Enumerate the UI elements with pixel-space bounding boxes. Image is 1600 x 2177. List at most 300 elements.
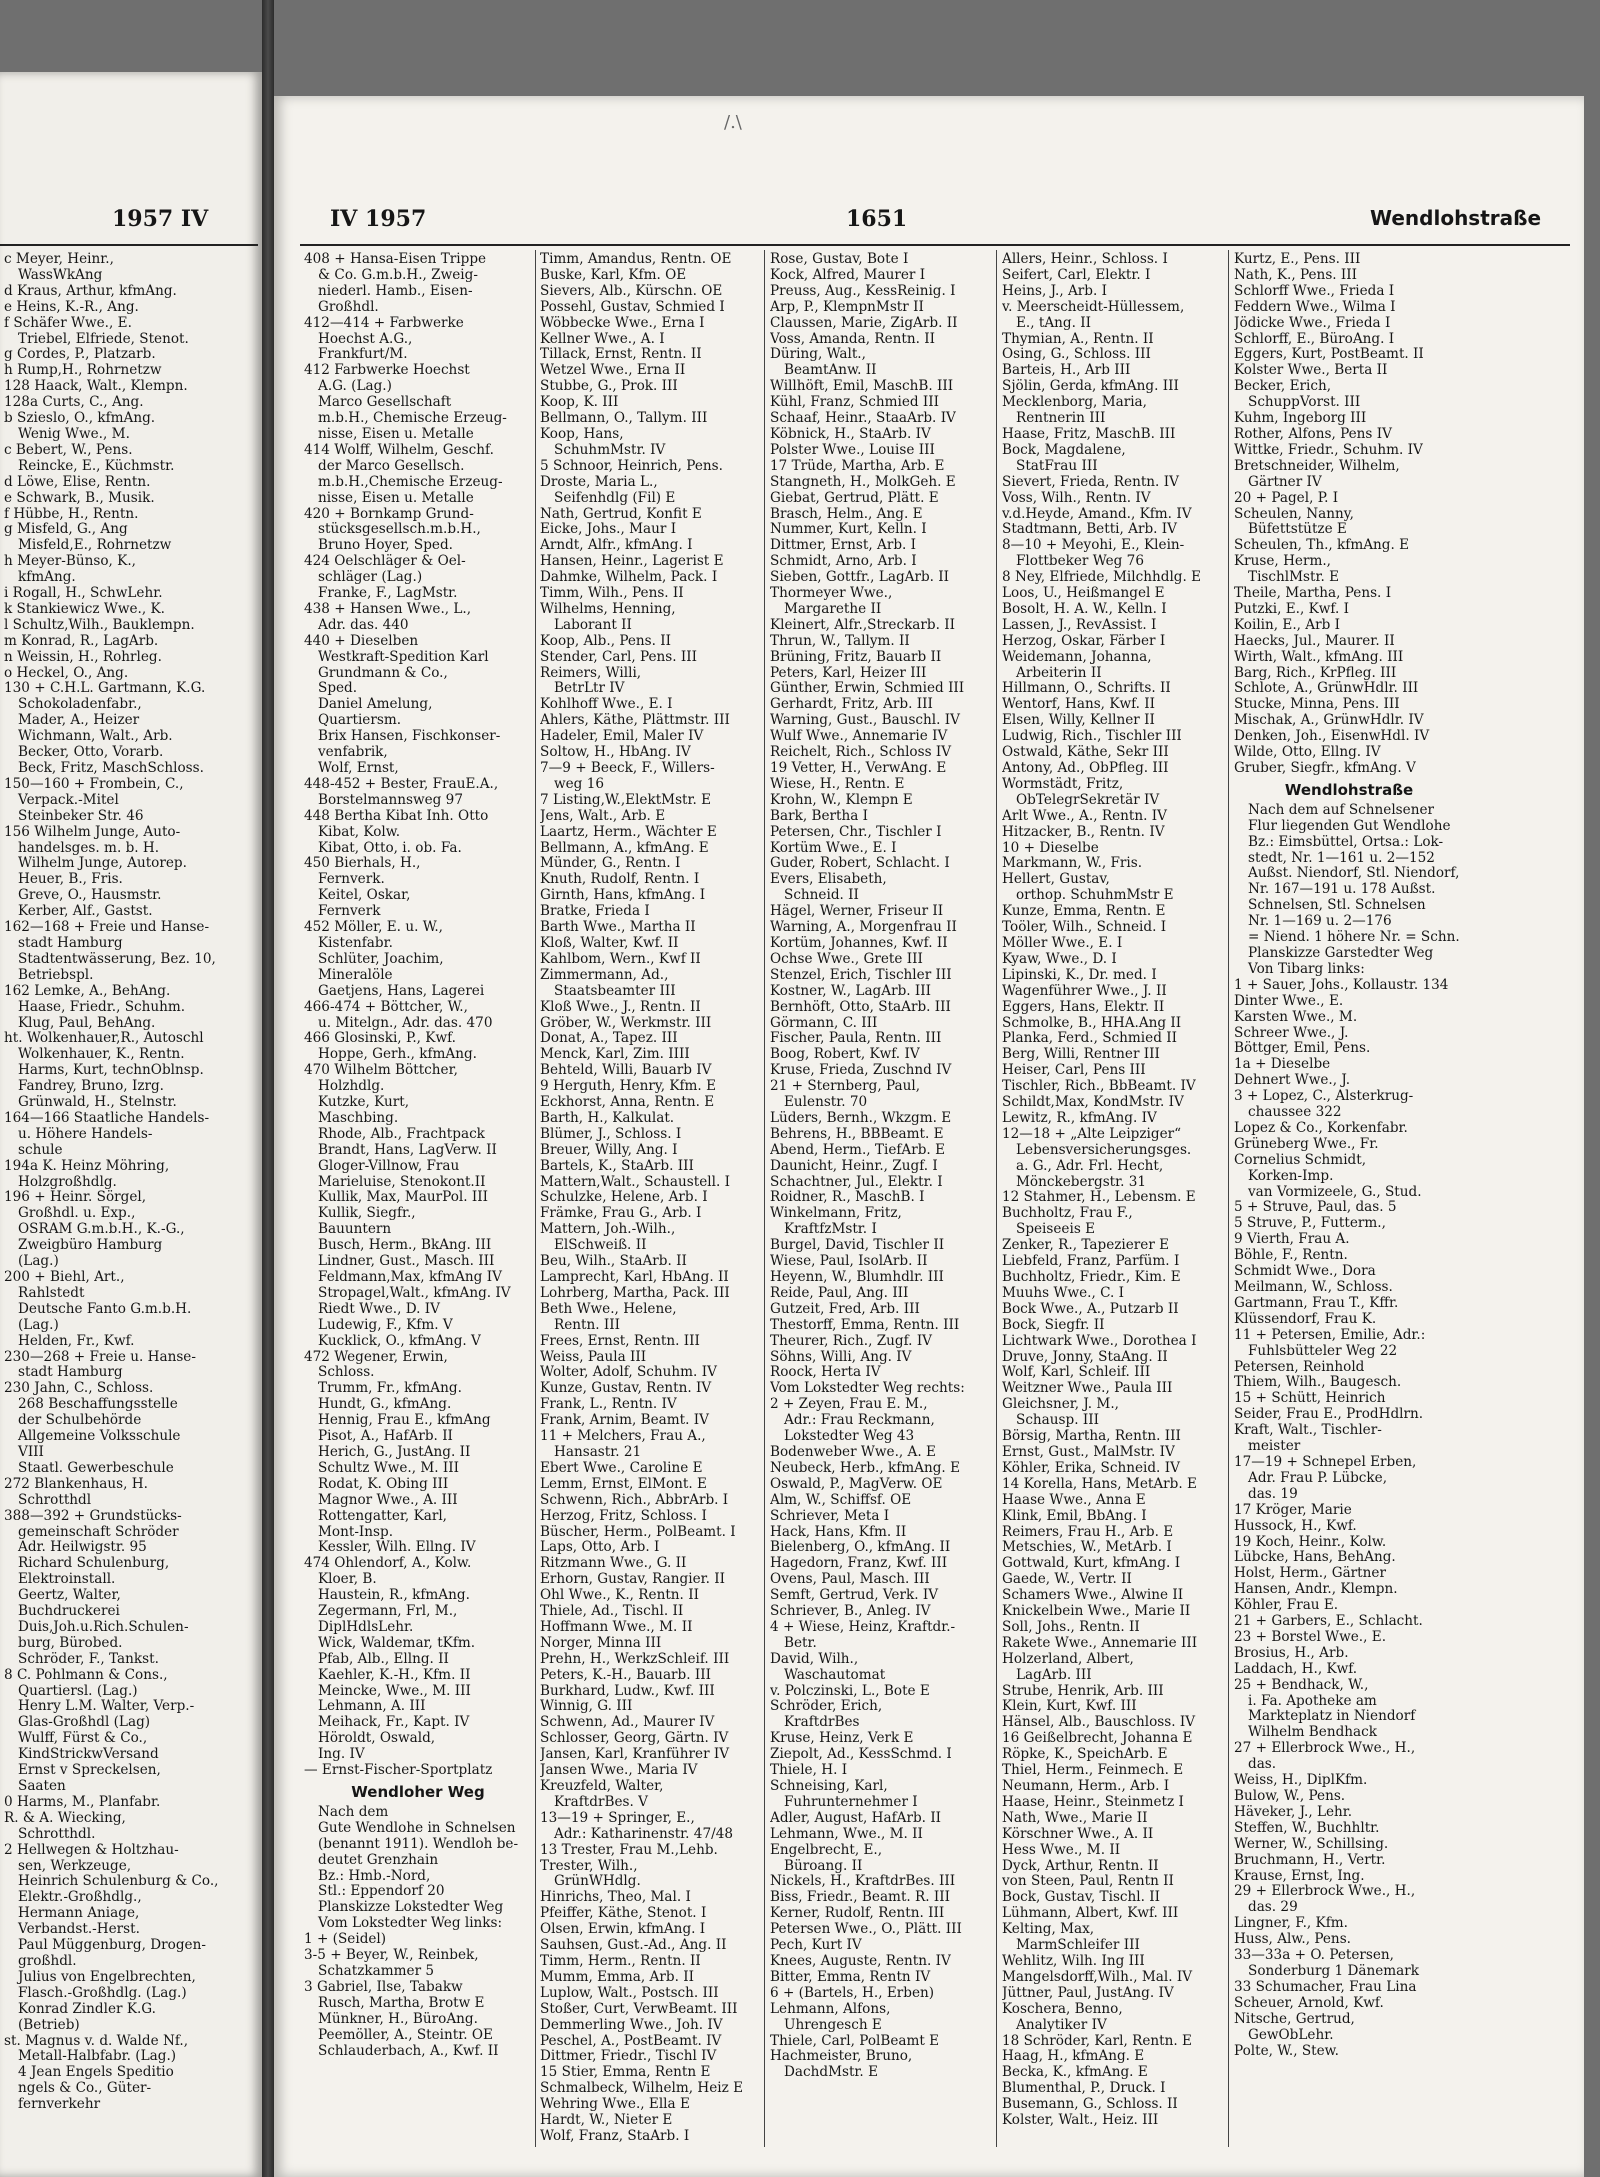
directory-entry: Hardt, W., Nieter E (540, 2113, 673, 2129)
directory-entry: Tillack, Ernst, Rentn. II (540, 347, 702, 363)
directory-entry: Kelting, Max, (1002, 1922, 1095, 1938)
directory-entry: 6 + (Bartels, H., Erben) (770, 1985, 935, 2001)
directory-entry: Kolster, Walt., Heiz. III (1002, 2113, 1159, 2129)
directory-entry: Boog, Robert, Kwf. IV (770, 1047, 920, 1063)
directory-entry: handelsges. m. b. H. (18, 840, 160, 856)
directory-entry: Bielenberg, O., kfmAng. II (770, 1540, 951, 1556)
directory-entry: Kleinert, Alfr.,Streckarb. II (770, 617, 955, 633)
directory-entry: Köhler, Frau E. (1234, 1598, 1339, 1614)
directory-entry: Sjölin, Gerda, kfmAng. III (1002, 379, 1179, 395)
directory-entry: Seifenhdlg (Fil) E (554, 490, 676, 506)
directory-entry: Bark, Bertha I (770, 808, 869, 824)
directory-entry: Metall-Halbfabr. (Lag.) (18, 2049, 177, 2065)
directory-entry: Riedt Wwe., D. IV (318, 1301, 440, 1317)
directory-entry: 20 + Pagel, P. I (1234, 490, 1339, 506)
directory-entry: Gartmann, Frau T., Kffr. (1234, 1295, 1399, 1311)
directory-entry: 466 Glosinski, P., Kwf. (304, 1031, 456, 1047)
section-heading: Wendloher Weg (351, 1783, 485, 1801)
directory-entry: Kostner, W., LagArb. III (770, 983, 932, 999)
directory-entry: Beck, Fritz, MaschSchloss. (18, 761, 204, 776)
directory-entry: Adr.: Frau Reckmann, (784, 1413, 935, 1429)
directory-entry: Großhdl. (318, 299, 379, 315)
directory-entry: Kolster Wwe., Berta II (1234, 363, 1388, 379)
directory-entry: st. Magnus v. d. Walde Nf., (4, 2033, 189, 2049)
directory-entry: Gärtner IV (1248, 474, 1322, 490)
directory-entry: 450 Bierhals, H., (304, 856, 421, 872)
directory-entry: Burgel, David, Tischler II (770, 1238, 945, 1254)
directory-entry: Schröder, Erich, (770, 1699, 883, 1715)
directory-entry: Steffen, W., Buchhltr. (1234, 1820, 1380, 1836)
directory-entry: Schriever, B., Anleg. IV (770, 1604, 931, 1620)
directory-entry: Grünwald, H., Stelnstr. (18, 1095, 177, 1111)
directory-entry: 230 Jahn, C., Schloss. (4, 1381, 154, 1397)
directory-entry: Ahlers, Käthe, Plättmstr. III (540, 713, 730, 729)
directory-entry: Busch, Herm., BkAng. III (318, 1238, 492, 1254)
directory-entry: Häveker, J., Lehr. (1234, 1804, 1353, 1820)
directory-entry: DiplHdlsLehr. (318, 1619, 414, 1635)
column-divider (764, 250, 765, 2147)
directory-entry: Brasch, Helm., Ang. E (770, 506, 923, 522)
directory-entry: Saaten (18, 1779, 66, 1794)
directory-entry: Druve, Jonny, StaAng. II (1002, 1349, 1168, 1365)
directory-entry: Steinbeker Str. 46 (18, 808, 144, 824)
directory-entry: Nitsche, Gertrud, (1234, 2011, 1355, 2027)
directory-entry: BetrLtr IV (554, 681, 625, 697)
directory-entry: Holzgroßhdlg. (18, 1174, 117, 1190)
directory-entry: Brix Hansen, Fischkonser- (318, 729, 501, 745)
directory-entry: Zimmermann, Ad., (540, 967, 669, 983)
directory-entry: Ovens, Paul, Masch. III (770, 1572, 930, 1588)
directory-entry: Becker, Erich, (1234, 379, 1332, 395)
directory-entry: Uhrengesch E (784, 2017, 882, 2033)
directory-entry: Denken, Joh., EisenwHdl. IV (1234, 729, 1430, 745)
directory-entry: Menck, Karl, Zim. IIII (540, 1047, 690, 1063)
directory-entry: m Konrad, R., LagArb. (4, 633, 159, 649)
directory-entry: Röpke, K., SpeichArb. E (1002, 1747, 1168, 1763)
directory-entry: Lokstedter Weg 43 (784, 1429, 915, 1445)
directory-entry: Winnig, G. III (540, 1699, 633, 1715)
directory-entry: Böhle, F., Rentn. (1234, 1248, 1348, 1264)
directory-entry: orthop. SchuhmMstr E (1016, 888, 1174, 904)
directory-entry: Kloß, Walter, Kwf. II (540, 935, 679, 951)
directory-entry: Haase Wwe., Anna E (1002, 1492, 1146, 1508)
directory-entry: Reichelt, Rich., Schloss IV (770, 745, 952, 761)
directory-entry: Wolkenhauer, K., Rentn. (18, 1047, 185, 1063)
directory-entry: Hägel, Werner, Friseur II (770, 904, 944, 920)
directory-entry: v. Meerscheidt-Hüllessem, (1002, 299, 1185, 315)
directory-entry: Engelbrecht, E., (770, 1842, 883, 1858)
directory-entry: ht. Wolkenhauer,R., Autoschl (4, 1031, 204, 1047)
directory-entry: 440 + Dieselben (304, 633, 419, 649)
directory-entry: Buchdruckerei (18, 1604, 120, 1620)
directory-entry: Eicke, Johs., Maur I (540, 522, 677, 538)
directory-entry: Pisot, A., HafArb. II (318, 1429, 453, 1445)
directory-entry: stedt, Nr. 1—161 u. 2—152 (1248, 850, 1435, 866)
directory-entry: chaussee 322 (1248, 1105, 1342, 1121)
directory-entry: Wehlitz, Wilh. Ing III (1002, 1953, 1145, 1969)
directory-entry: Polster Wwe., Louise III (770, 442, 935, 458)
directory-entry: 156 Wilhelm Junge, Auto- (4, 824, 181, 840)
directory-entry: Behteld, Willi, Bauarb IV (540, 1063, 712, 1079)
directory-entry: Hess Wwe., M. II (1002, 1842, 1121, 1858)
directory-entry: Verpack.-Mitel (18, 792, 119, 808)
directory-entry: Trester, Wilh., (540, 1858, 638, 1874)
directory-entry: A.G. (Lag.) (318, 379, 392, 395)
directory-entry: Waschautomat (784, 1667, 886, 1683)
directory-entry: Schmidt Wwe., Dora (1234, 1264, 1376, 1280)
directory-entry: Gloger-Villnow, Frau (318, 1158, 460, 1174)
directory-entry: Münder, G., Rentn. I (540, 856, 681, 872)
directory-entry: 8—10 + Meyohi, E., Klein- (1002, 538, 1185, 554)
directory-entry: Knees, Auguste, Rentn. IV (770, 1953, 951, 1969)
directory-entry: Harms, Kurt, technOblnsp. (18, 1063, 204, 1079)
directory-entry: Claussen, Marie, ZigArb. II (770, 315, 958, 331)
directory-entry: Metschies, W., MetArb. I (1002, 1540, 1172, 1556)
directory-entry: Nath, Gertrud, Konfit E (540, 506, 702, 522)
directory-entry: Karsten Wwe., M. (1234, 1009, 1358, 1025)
directory-entry: Ernst v Spreckelsen, (18, 1763, 161, 1779)
page-number: 1651 (846, 206, 908, 232)
directory-entry: Mineralöle (318, 967, 393, 983)
directory-entry: Alm, W., Schiffsf. OE (770, 1492, 912, 1508)
directory-entry: Hitzacker, B., Rentn. IV (1002, 824, 1165, 840)
directory-entry: Girnth, Hans, kfmAng. I (540, 888, 706, 904)
directory-entry: Gleichsner, J. M., (1002, 1397, 1119, 1413)
directory-entry: VIII (18, 1444, 44, 1460)
directory-entry: Kerner, Rudolf, Rentn. III (770, 1906, 945, 1922)
directory-entry: Petersen, Reinhold (1234, 1359, 1365, 1375)
directory-entry: Werner, W., Schillsing. (1234, 1836, 1389, 1852)
directory-entry: Luplow, Walt., Postsch. III (540, 1985, 719, 2001)
directory-entry: Wilhelm Bendhack (1248, 1725, 1377, 1741)
directory-entry: Brandt, Hans, LagVerw. II (318, 1142, 497, 1158)
directory-entry: Schlüter, Joachim, (318, 951, 444, 967)
directory-entry: Schriever, Meta I (770, 1508, 890, 1524)
directory-entry: = Niend. 1 höhere Nr. = Schn. (1248, 930, 1460, 946)
directory-entry: Hundt, G., kfmAng. (318, 1397, 452, 1413)
directory-entry: burg, Bürobed. (18, 1635, 123, 1651)
directory-entry: 0 Harms, M., Planfabr. (4, 1794, 161, 1810)
directory-entry: Scheuer, Arnold, Kwf. (1234, 1995, 1384, 2011)
directory-entry: Büscher, Herm., PolBeamt. I (540, 1524, 736, 1540)
directory-entry: Lohrberg, Martha, Pack. III (540, 1285, 730, 1301)
directory-entry: Lühmann, Albert, Kwf. III (1002, 1906, 1179, 1922)
directory-entry: StatFrau III (1016, 458, 1098, 474)
directory-entry: 9 Herguth, Henry, Kfm. E (540, 1079, 716, 1095)
directory-entry: Hänsel, Alb., Bauschloss. IV (1002, 1715, 1196, 1731)
directory-entry: Kloß Wwe., J., Rentn. II (540, 999, 701, 1015)
directory-entry: KraftfzMstr. I (784, 1222, 877, 1238)
directory-entry: Elsen, Willy, Kellner II (1002, 713, 1155, 729)
directory-entry: Voss, Wilh., Rentn. IV (1002, 490, 1151, 506)
directory-entry: Pfeiffer, Käthe, Stenot. I (540, 1906, 707, 1922)
directory-entry: Bernhöft, Otto, StaArb. III (770, 999, 951, 1015)
directory-entry: Wichmann, Walt., Arb. (18, 729, 173, 745)
directory-entry: Kurtz, E., Pens. III (1234, 252, 1361, 267)
directory-entry: 474 Ohlendorf, A., Kolw. (304, 1556, 472, 1572)
directory-entry: SchuhmMstr. IV (554, 442, 666, 458)
directory-entry: Hachmeister, Bruno, (770, 2049, 913, 2065)
directory-entry: Hillmann, O., Schrifts. II (1002, 681, 1171, 697)
directory-entry: 438 + Hansen Wwe., L., (304, 601, 472, 617)
directory-entry: 21 + Sternberg, Paul, (770, 1079, 921, 1095)
directory-entry: Gruber, Siegfr., kfmAng. V (1234, 761, 1416, 776)
directory-entry: KindStrickwVersand (18, 1747, 159, 1763)
directory-entry: Kruse, Herm., (1234, 554, 1332, 570)
directory-entry: Wilde, Otto, Ellng. IV (1234, 745, 1381, 761)
directory-entry: f Hübbe, H., Rentn. (4, 506, 139, 522)
directory-entry: Liebfeld, Franz, Parfüm. I (1002, 1254, 1180, 1270)
directory-entry: BeamtAnw. II (784, 363, 877, 379)
directory-entry: Deutsche Fanto G.m.b.H. (18, 1301, 192, 1317)
directory-entry: Timm, Herm., Rentn. II (540, 1953, 701, 1969)
directory-entry: Stadtmann, Betti, Arb. IV (1002, 522, 1177, 538)
directory-entry: Mattern,Walt., Schaustell. I (540, 1174, 730, 1190)
directory-entry: Weiss, Paula III (540, 1349, 647, 1365)
directory-entry: Haag, H., kfmAng. E (1002, 2049, 1145, 2065)
directory-entry: Mattern, Joh.-Wilh., (540, 1222, 676, 1238)
directory-entry: Julius von Engelbrechten, (18, 1969, 196, 1985)
directory-entry: Lewitz, R., kfmAng. IV (1002, 1110, 1157, 1126)
directory-entry: 2 Hellwegen & Holtzhau- (4, 1842, 179, 1858)
directory-entry: Kerber, Alf., Gastst. (18, 904, 153, 920)
directory-entry: Stender, Carl, Pens. III (540, 649, 698, 665)
street-header: Wendlohstraße (1370, 206, 1542, 230)
directory-entry: Herich, G., JustAng. II (318, 1444, 471, 1460)
directory-entry: Kyaw, Wwe., D. I (1002, 951, 1117, 967)
directory-entry: Frees, Ernst, Rentn. III (540, 1333, 700, 1349)
directory-entry: c Meyer, Heinr., (4, 252, 114, 267)
directory-entry: 17—19 + Schnepel Erben, (1234, 1454, 1417, 1470)
directory-entry: 19 Vetter, H., VerwAng. E (770, 761, 947, 776)
directory-entry: Haase, Friedr., Schuhm. (18, 999, 186, 1015)
directory-entry: Lassen, J., RevAssist. I (1002, 617, 1157, 633)
directory-entry: Meihack, Fr., Kapt. IV (318, 1715, 470, 1731)
directory-entry: Demmerling Wwe., Joh. IV (540, 2017, 723, 2033)
directory-entry: 448 Bertha Kibat Inh. Otto (304, 808, 489, 824)
directory-entry: Neumann, Herm., Arb. I (1002, 1779, 1170, 1794)
directory-entry: Trumm, Fr., kfmAng. (318, 1381, 462, 1397)
directory-entry: schule (18, 1142, 63, 1158)
directory-entry: Möller Wwe., E. I (1002, 935, 1123, 951)
directory-entry: Büfettstütze E (1248, 522, 1347, 538)
directory-entry: Timm, Amandus, Rentn. OE (540, 252, 732, 267)
directory-entry: SchuppVorst. III (1248, 395, 1361, 411)
directory-entry: i. Fa. Apotheke am (1248, 1693, 1377, 1709)
directory-entry: Adr.: Katharinenstr. 47/48 (554, 1826, 733, 1842)
directory-entry: LagArb. III (1016, 1667, 1092, 1683)
directory-entry: Feldmann,Max, kfmAng IV (318, 1270, 502, 1285)
directory-entry: Schwenn, Rich., AbbrArb. I (540, 1492, 729, 1508)
directory-entry: 5 + Struve, Paul, das. 5 (1234, 1200, 1397, 1216)
directory-entry: Glas-Großhdl (Lag) (18, 1715, 151, 1731)
directory-entry: 16 Geißelbrecht, Johanna E (1002, 1731, 1193, 1747)
directory-entry: Borstelmannsweg 97 (318, 792, 463, 808)
directory-entry: Arndt, Alfr., kfmAng. I (540, 538, 693, 554)
directory-entry: Haecks, Jul., Maurer. II (1234, 633, 1395, 649)
directory-entry: Höroldt, Oswald, (318, 1731, 436, 1747)
directory-entry: Bratke, Frieda I (540, 904, 650, 920)
directory-entry: 12—18 + „Alte Leipziger“ (1002, 1126, 1182, 1142)
directory-entry: Schlote, A., GrünwHdlr. III (1234, 681, 1419, 697)
directory-entry: Blümer, J., Schloss. I (540, 1126, 682, 1142)
directory-entry: Wormstädt, Fritz, (1002, 776, 1124, 792)
directory-entry: Büroang. II (784, 1858, 863, 1874)
directory-entry: Schlosser, Georg, Gärtn. IV (540, 1731, 729, 1747)
directory-entry: 196 + Heinr. Sörgel, (4, 1190, 147, 1206)
directory-entry: Kruse, Heinz, Verk E (770, 1731, 914, 1747)
directory-entry: Wick, Waldemar, tKfm. (318, 1635, 476, 1651)
directory-entry: Schlauderbach, A., Kwf. II (318, 2043, 499, 2059)
directory-entry: k Stankiewicz Wwe., K. (4, 601, 165, 617)
directory-entry: Lichtwark Wwe., Dorothea I (1002, 1333, 1197, 1349)
directory-entry: Eggers, Kurt, PostBeamt. II (1234, 347, 1424, 363)
directory-entry: E., tAng. II (1016, 315, 1092, 331)
directory-entry: Rentn. III (554, 1317, 621, 1333)
directory-entry: Sievert, Frieda, Rentn. IV (1002, 474, 1179, 490)
directory-entry: der Marco Gesellsch. (318, 458, 465, 474)
directory-entry: Schmalbeck, Wilhelm, Heiz E (540, 2081, 744, 2097)
pen-mark: /.\ (724, 112, 742, 133)
directory-entry: Laartz, Herm., Wächter E (540, 824, 717, 840)
directory-entry: Kullik, Max, MaurPol. III (318, 1190, 489, 1206)
directory-entry: Planka, Ferd., Schmied II (1002, 1031, 1177, 1047)
left-page-header: 1957 IV (112, 206, 209, 232)
directory-entry: das. 19 (1248, 1486, 1298, 1502)
directory-entry: Ludewig, F., Kfm. V (318, 1317, 453, 1333)
directory-entry: Soll, Johs., Rentn. II (1002, 1619, 1140, 1635)
directory-entry: Fischer, Paula, Rentn. III (770, 1031, 942, 1047)
directory-entry: Fernverk. (318, 872, 385, 888)
directory-entry: Hansen, Heinr., Lagerist E (540, 554, 724, 570)
directory-entry: Weidemann, Johanna, (1002, 649, 1152, 665)
directory-entry: Oswald, P., MagVerw. OE (770, 1476, 943, 1492)
directory-entry: Reide, Paul, Ang. III (770, 1285, 909, 1301)
directory-entry: Dyck, Arthur, Rentn. II (1002, 1858, 1159, 1874)
directory-entry: Gerhardt, Fritz, Arb. III (770, 697, 933, 713)
directory-entry: Elektr.-Großhdlg., (18, 1890, 142, 1906)
directory-entry: Schachtner, Jul., Elektr. I (770, 1174, 943, 1190)
directory-entry: Eulenstr. 70 (784, 1095, 868, 1111)
directory-entry: Holst, Herm., Gärtner (1234, 1566, 1386, 1582)
directory-entry: Haase, Heinr., Steinmetz I (1002, 1794, 1184, 1810)
directory-entry: Bock, Siegfr. II (1002, 1317, 1105, 1333)
directory-entry: (Lag.) (18, 1317, 59, 1333)
directory-entry: Lingner, F., Kfm. (1234, 1916, 1348, 1932)
directory-entry: 472 Wegener, Erwin, (304, 1349, 448, 1365)
directory-entry: (benannt 1911). Wendloh be- (318, 1836, 519, 1852)
directory-entry: Roidner, R., MaschB. I (770, 1190, 925, 1206)
directory-entry: Becker, Otto, Vorarb. (18, 745, 164, 761)
directory-entry: Börsig, Martha, Rentn. III (1002, 1429, 1181, 1445)
directory-entry: Thiele, Carl, PolBeamt E (770, 2033, 940, 2049)
directory-entry: Großhdl. u. Exp., (18, 1206, 136, 1222)
directory-entry: Buchholtz, Frau F., (1002, 1206, 1133, 1222)
directory-entry: Evers, Elisabeth, (770, 872, 887, 888)
directory-entry: Fernverk (318, 904, 381, 920)
directory-entry: Duis,Joh.u.Rich.Schulen- (18, 1619, 189, 1635)
directory-entry: 27 + Ellerbrock Wwe., H., (1234, 1741, 1416, 1757)
directory-entry: Fuhrunternehmer I (784, 1794, 918, 1810)
directory-entry: Neubeck, Herb., kfmAng. E (770, 1460, 960, 1476)
directory-entry: Schildt,Max, KondMstr. IV (1002, 1095, 1184, 1111)
directory-entry: Burkhard, Ludw., Kwf. III (540, 1683, 715, 1699)
directory-entry: Prehn, H., WerkzSchleif. III (540, 1651, 730, 1667)
directory-entry: Köhler, Erika, Schneid. IV (1002, 1460, 1180, 1476)
directory-entry: Kaehler, K.-H., Kfm. II (318, 1667, 471, 1683)
directory-column-2 (540, 252, 760, 2157)
directory-entry: kfmAng. (18, 570, 76, 586)
directory-entry: Stubbe, G., Prok. III (540, 379, 678, 395)
directory-entry: Schneising, Karl, (770, 1779, 888, 1794)
directory-entry: Nach dem auf Schnelsener (1248, 802, 1435, 818)
directory-entry: Jüttner, Paul, JustAng. IV (1002, 1985, 1174, 2001)
directory-entry: Kühl, Franz, Schmied III (770, 395, 940, 411)
directory-entry: Gröber, W., Werkmstr. III (540, 1015, 712, 1031)
directory-entry: Theurer, Rich., Zugf. IV (770, 1333, 933, 1349)
directory-entry: Ritzmann Wwe., G. II (540, 1556, 687, 1572)
directory-entry: g Misfeld, G., Ang (4, 522, 128, 538)
directory-entry: Arlt Wwe., A., Rentn. IV (1002, 808, 1167, 824)
directory-entry: Dinter Wwe., E. (1234, 993, 1344, 1009)
directory-entry: Kutzke, Kurt, (318, 1095, 410, 1111)
directory-entry: 412 Farbwerke Hoechst (304, 363, 470, 379)
directory-entry: Wenig Wwe., M. (18, 426, 130, 442)
directory-entry: Nr. 1—169 u. 2—176 (1248, 914, 1392, 930)
directory-entry: Sieben, Gottfr., LagArb. II (770, 570, 950, 586)
directory-entry: Winkelmann, Fritz, (770, 1206, 902, 1222)
directory-entry: Behrens, H., BBBeamt. E (770, 1126, 944, 1142)
directory-entry: 11 + Melchers, Frau A., (540, 1429, 706, 1445)
directory-entry: Heins, J., Arb. I (1002, 283, 1108, 299)
directory-entry: Schamers Wwe., Alwine II (1002, 1588, 1184, 1604)
directory-entry: Beth Wwe., Helene, (540, 1301, 677, 1317)
directory-entry: Von Tibarg links: (1248, 961, 1365, 977)
directory-entry: Nummer, Kurt, Kelln. I (770, 522, 927, 538)
directory-entry: Wulf Wwe., Annemarie IV (770, 729, 948, 745)
directory-entry: 5 Struve, P., Futterm., (1234, 1216, 1386, 1232)
directory-entry: Dahmke, Wilhelm, Pack. I (540, 570, 718, 586)
directory-entry: Ohl Wwe., K., Rentn. II (540, 1588, 699, 1604)
directory-entry: Seider, Frau E., ProdHdlrn. (1234, 1407, 1424, 1423)
directory-entry: 388—392 + Grundstücks- (4, 1508, 182, 1524)
directory-entry: Kessler, Wilh. Ellng. IV (318, 1540, 476, 1556)
directory-entry: Kortüm, Johannes, Kwf. II (770, 935, 948, 951)
directory-entry: Hussock, H., Kwf. (1234, 1518, 1357, 1534)
directory-entry: 412—414 + Farbwerke (304, 315, 464, 331)
directory-entry: o Heckel, O., Ang. (4, 665, 129, 681)
directory-entry: Kucklick, O., kfmAng. V (318, 1333, 481, 1349)
directory-entry: Voss, Amanda, Rentn. II (770, 331, 935, 347)
directory-entry: 1 + Sauer, Johs., Kollaustr. 134 (1234, 977, 1449, 993)
directory-entry: OSRAM G.m.b.H., K.-G., (18, 1222, 185, 1238)
book-gutter (262, 0, 274, 2177)
directory-entry: Dehnert Wwe., J. (1234, 1073, 1351, 1089)
directory-entry: das. (1248, 1757, 1277, 1773)
directory-entry: (Betrieb) (18, 2017, 80, 2033)
directory-entry: Lüders, Bernh., Wkzgm. E (770, 1110, 952, 1126)
directory-entry: Lehmann, A. III (318, 1699, 426, 1715)
directory-entry: Rusch, Martha, Brotw E (318, 1995, 485, 2011)
directory-entry: 452 Möller, E. u. W., (304, 920, 443, 936)
directory-entry: a. G., Adr. Frl. Hecht, (1016, 1158, 1164, 1174)
directory-entry: Söhns, Willi, Ang. IV (770, 1349, 912, 1365)
directory-entry: 15 + Schütt, Heinrich (1234, 1391, 1386, 1407)
directory-entry: Nr. 167—191 u. 178 Außst. (1248, 882, 1436, 898)
directory-entry: Sped. (318, 681, 358, 697)
directory-entry: Knickelbein Wwe., Marie II (1002, 1604, 1191, 1620)
directory-entry: 7 Listing,W.,ElektMstr. E (540, 792, 712, 808)
